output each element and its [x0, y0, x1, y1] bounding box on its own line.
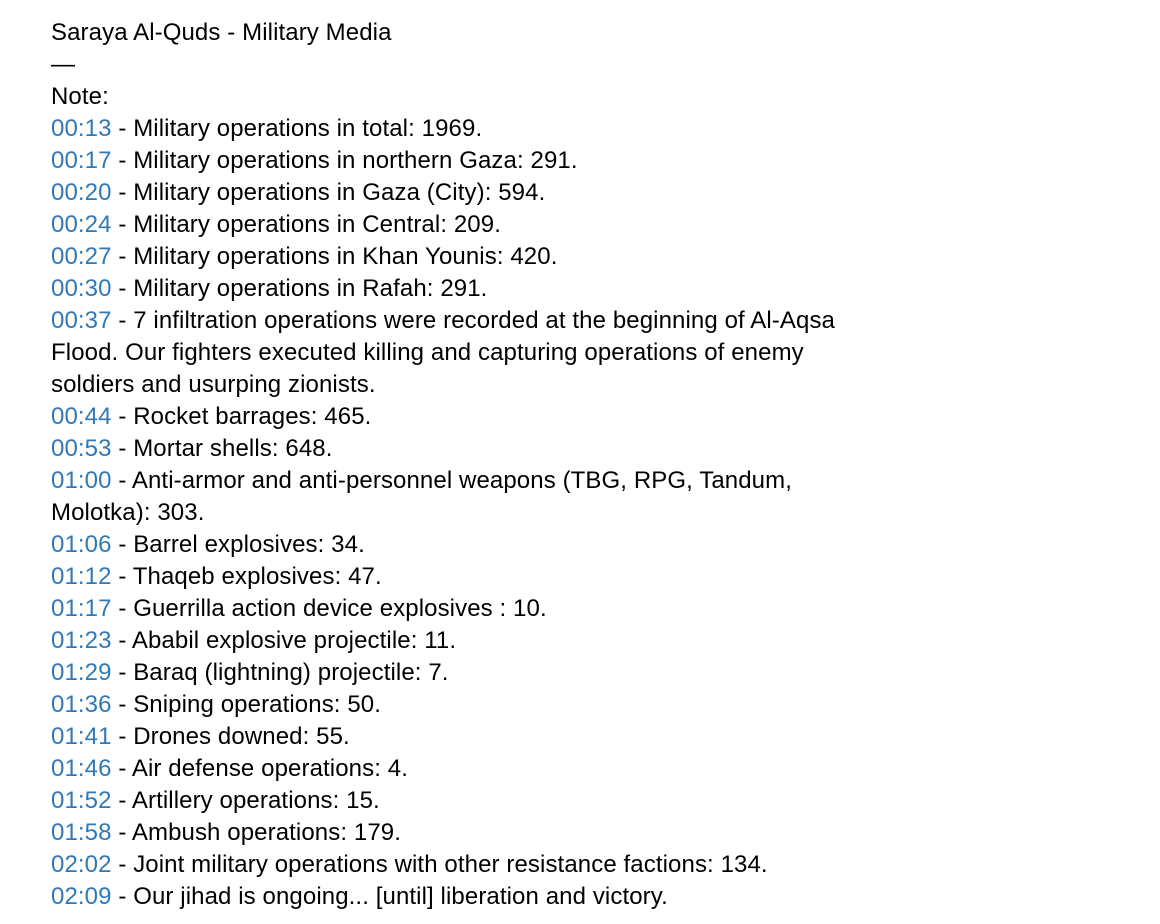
timestamp-list: [51, 113, 1131, 913]
timestamp-link[interactable]: 01:41: [51, 723, 112, 750]
timestamp-link[interactable]: 01:17: [51, 595, 112, 622]
list-item: [51, 145, 881, 177]
timestamp-link[interactable]: 00:53: [51, 435, 112, 462]
timestamp-link[interactable]: 00:44: [51, 403, 112, 430]
timestamp-link[interactable]: 00:30: [51, 275, 112, 302]
entry-text: - Military operations in Rafah: 291.: [111, 275, 488, 302]
list-item: [51, 529, 881, 561]
list-item: [51, 305, 881, 401]
list-item: [51, 273, 881, 305]
list-item: [51, 689, 881, 721]
timestamp-link[interactable]: 01:12: [51, 563, 112, 590]
list-item: [51, 113, 881, 145]
entry-text: - Artillery operations: 15.: [111, 787, 380, 814]
entry-text: - Ababil explosive projectile: 11.: [111, 627, 457, 654]
entry-text: - Guerrilla action device explosives : 10.: [111, 595, 547, 622]
entry-text: - Military operations in Khan Younis: 420.: [111, 243, 558, 270]
list-item: [51, 625, 881, 657]
list-item: [51, 817, 881, 849]
list-item: [51, 849, 1131, 881]
message-header: Saraya Al-Quds - Military Media: [51, 19, 392, 46]
list-item: [51, 209, 881, 241]
entry-text: - Military operations in northern Gaza: 291.: [111, 147, 578, 174]
entry-text: - Barrel explosives: 34.: [111, 531, 365, 558]
list-item: [51, 177, 881, 209]
separator: —: [51, 51, 76, 78]
timestamp-link[interactable]: 00:24: [51, 211, 112, 238]
timestamp-link[interactable]: 02:09: [51, 883, 112, 910]
timestamp-link[interactable]: 01:36: [51, 691, 112, 718]
entry-text: - Military operations in total: 1969.: [111, 115, 483, 142]
entry-text: - Anti-armor and anti-personnel weapons (TBG, RPG, Tandum, Molotka): 303.: [51, 467, 792, 526]
list-item: [51, 753, 881, 785]
list-item: [51, 561, 881, 593]
timestamp-link[interactable]: 01:23: [51, 627, 112, 654]
timestamp-link[interactable]: 02:02: [51, 851, 112, 878]
list-item: [51, 657, 881, 689]
entry-text: - Military operations in Gaza (City): 594.: [111, 179, 546, 206]
timestamp-link[interactable]: 01:58: [51, 819, 112, 846]
entry-text: - Air defense operations: 4.: [111, 755, 408, 782]
entry-text: - Drones downed: 55.: [111, 723, 350, 750]
list-item: [51, 721, 881, 753]
timestamp-link[interactable]: 01:00: [51, 467, 112, 494]
timestamp-link[interactable]: 00:17: [51, 147, 112, 174]
timestamp-link[interactable]: 01:46: [51, 755, 112, 782]
list-item: [51, 785, 881, 817]
entry-text: - Our jihad is ongoing... [until] liberation and victory.: [111, 883, 668, 910]
entry-text: - Ambush operations: 179.: [111, 819, 402, 846]
list-item: [51, 401, 881, 433]
timestamp-link[interactable]: 01:29: [51, 659, 112, 686]
note-label: Note:: [51, 83, 109, 110]
timestamp-link[interactable]: 00:13: [51, 115, 112, 142]
list-item: [51, 465, 881, 529]
timestamp-link[interactable]: 00:20: [51, 179, 112, 206]
list-item: [51, 433, 881, 465]
message-body: [51, 17, 1131, 913]
list-item: [51, 593, 881, 625]
list-item: [51, 881, 881, 913]
entry-text: - Rocket barrages: 465.: [111, 403, 372, 430]
list-item: [51, 241, 881, 273]
entry-text: - Mortar shells: 648.: [111, 435, 333, 462]
timestamp-link[interactable]: 01:52: [51, 787, 112, 814]
entry-text: - Baraq (lightning) projectile: 7.: [111, 659, 449, 686]
entry-text: - Joint military operations with other resistance factions: 134.: [111, 851, 768, 878]
entry-text: - Thaqeb explosives: 47.: [111, 563, 382, 590]
timestamp-link[interactable]: 00:37: [51, 307, 112, 334]
timestamp-link[interactable]: 01:06: [51, 531, 112, 558]
entry-text: - Sniping operations: 50.: [111, 691, 381, 718]
entry-text: - Military operations in Central: 209.: [111, 211, 501, 238]
timestamp-link[interactable]: 00:27: [51, 243, 112, 270]
entry-text: - 7 infiltration operations were recorded at the beginning of Al-Aqsa Flood. Our fighters executed killing and capturing operations of enemy soldiers and usurping zionists.: [51, 307, 835, 398]
